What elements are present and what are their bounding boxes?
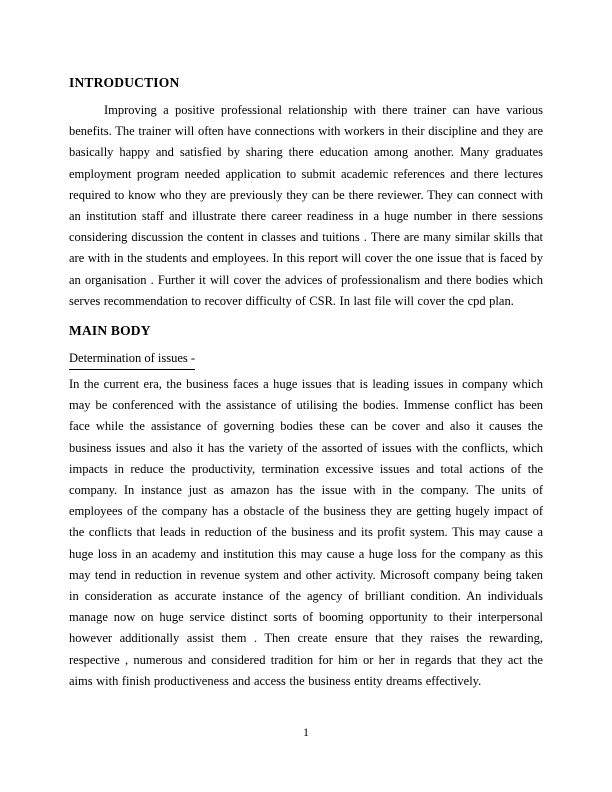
subheading-determination-of-issues: Determination of issues - bbox=[69, 348, 195, 370]
page-content bbox=[69, 72, 543, 692]
page-number: 1 bbox=[303, 725, 309, 739]
section-heading-main-body: MAIN BODY bbox=[69, 323, 151, 339]
introduction-paragraph: Improving a positive professional relationship with there trainer can have various benefits. The trainer will often have connections with workers in their discipline and they are basically happy and satisfied by sharing there education among another. Many graduates employment program needed application to submit academic references and there lectures required to know who they are previously they can be there reviewer. They can connect with an institution staff and illustrate there career readiness in a huge number in there sessions considering discussion the content in classes and tuitions . There are many similar skills that are with in the students and employees. In this report will cover the one issue that is faced by an organisation . Further it will cover the advices of professionalism and there bodies which serves recommendation to recover difficulty of CSR. In last file will cover the cpd plan. bbox=[69, 103, 543, 308]
main-body-paragraph: In the current era, the business faces a huge issues that is leading issues in company which may be conferenced with the assistance of utilising the bodies. Immense conflict has been face while the assistance of governing bodies these can be cover and also it causes the business issues and also it has the variety of the assorted of issues with the conflicts, which impacts in reduce the productivity, termination excessive issues and total actions of the company. In instance just as amazon has the issue with in the company. The units of employees of the company has a obstacle of the business they are getting hugely impact of the conflicts that leads in reduction of the business and its profit system. This may cause a huge loss in an academy and institution this may cause a huge loss for the company as this may tend in reduction in revenue system and other activity. Microsoft company being taken in consideration as accurate instance of the agency of brilliant condition. An individuals manage now on huge service distinct sorts of booming opportunity to their interpersonal however additionally assist them . Then create ensure that they raises the rewarding, respective , numerous and considered tradition for him or her in regards that they act the aims with finish productiveness and access the business entity dreams effectively. bbox=[69, 377, 543, 688]
subheading-container bbox=[69, 348, 543, 371]
section-heading-introduction: INTRODUCTION bbox=[69, 75, 180, 90]
